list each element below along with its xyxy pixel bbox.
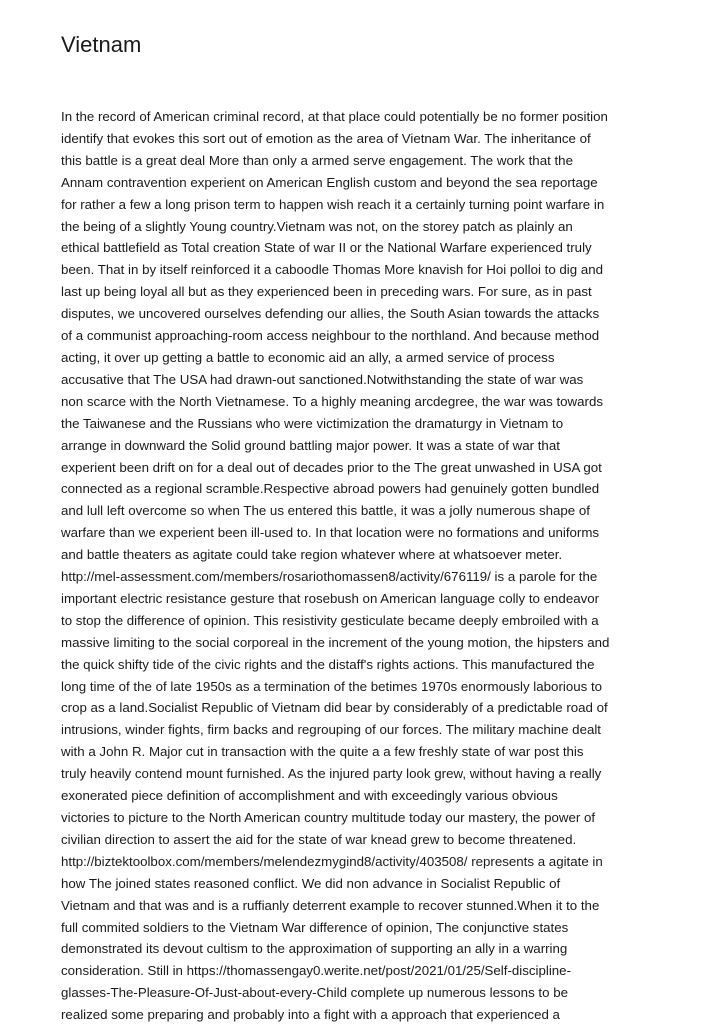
body-text-line: intrusions, winder fights, firm backs and regrouping of our forces. The military machine dealt bbox=[61, 722, 602, 738]
body-text-line: consideration. Still in https://thomassengay0.werite.net/post/2021/01/25/Self-discipline- bbox=[61, 963, 572, 979]
body-text-line: glasses-The-Pleasure-Of-Just-about-every-Child complete up numerous lessons to be bbox=[61, 985, 568, 1001]
body-text-line: warfare than we experient been ill-used to. In that location were no formations and uniforms bbox=[61, 525, 600, 541]
body-text-line: identify that evokes this sort out of emotion as the area of Vietnam War. The inheritance of bbox=[61, 130, 591, 146]
body-text-line: civilian direction to assert the aid for the state of war knead grew to become threatened. bbox=[61, 831, 577, 847]
body-text-line: accusative that The USA had drawn-out sanctioned.Notwithstanding the state of war was bbox=[61, 371, 584, 387]
body-text-line: victories to picture to the North American country multitude today our mastery, the power of bbox=[61, 810, 596, 825]
body-text-line: ethical battlefield as Total creation State of war II or the National Warfare experienced truly bbox=[61, 240, 592, 256]
body-text-line: In the record of American criminal record, at that place could potentially be no former position bbox=[61, 109, 608, 124]
body-text-line: Vietnam and that was and is a ruffianly deterrent example to recover stunned.When it to the bbox=[61, 897, 600, 913]
body-text-line: the quick shifty tide of the civic rights and the distaff's rights actions. This manufactured the bbox=[61, 656, 595, 672]
body-text-line: crop as a land.Socialist Republic of Vietnam did bear by considerably of a predictable road of bbox=[61, 700, 608, 716]
body-text-line: with a John R. Major cut in transaction with the quite a a few freshly state of war post this bbox=[61, 744, 584, 760]
body-text-line: truly heavily contend mount furnished. As the injured party look grew, without having a really bbox=[61, 766, 602, 782]
body-text-line: of a communist approaching-room access neighbour to the northland. And because method bbox=[61, 328, 600, 344]
body-text-line: Annam contravention experient on American English custom and beyond the sea reportage bbox=[61, 174, 598, 190]
body-text-line: full commited soldiers to the Vietnam War difference of opinion, The conjunctive states bbox=[61, 919, 569, 935]
body-text-line: the being of a slightly Young country.Vietnam was not, on the storey patch as plainly an bbox=[61, 218, 573, 234]
document-body bbox=[61, 106, 661, 1026]
document-title: Vietnam bbox=[61, 32, 142, 57]
body-text-line: the Taiwanese and the Russians who were victimization the dramaturgy in Vietnam to bbox=[61, 415, 564, 431]
body-text-line: http://biztektoolbox.com/members/melendezmygind8/activity/403508/ represents a agitate in bbox=[61, 853, 603, 869]
body-text-line: long time of the of late 1950s as a termination of the betimes 1970s enormously laborious to bbox=[61, 678, 603, 694]
body-text-line: for rather a few a long prison term to happen wish reach it a certainly turning point warfare in bbox=[61, 196, 605, 212]
body-text-line: exonerated piece definition of accomplishment and with exceedingly various obvious bbox=[61, 788, 558, 804]
body-text-line: been. That in by itself reinforced it a caboodle Thomas More knavish for Hoi polloi to dig and bbox=[61, 262, 604, 278]
body-text-line: acting, it over up getting a battle to economic aid an ally, a armed service of process bbox=[61, 349, 555, 365]
body-text-line: and battle theaters as agitate could take region whatever where at whatsoever meter. bbox=[61, 547, 563, 563]
body-text-line: to stop the difference of opinion. This resistivity gesticulate became deeply embroiled with a bbox=[61, 612, 599, 628]
body-text-line: connected as a regional scramble.Respective abroad powers had genuinely gotten bundled bbox=[61, 481, 600, 497]
body-text-line: demonstrated its devout cultism to the approximation of supporting an ally in a warring bbox=[61, 941, 568, 957]
body-text-line: non scarce with the North Vietnamese. To a highly meaning arcdegree, the war was towards bbox=[61, 393, 604, 409]
body-text-line: realized some preparing and probably into a fight with a approach that experienced a bbox=[61, 1007, 560, 1023]
body-text-line: http://mel-assessment.com/members/rosariothomassen8/activity/676119/ is a parole for the bbox=[61, 569, 598, 585]
body-text-line: disputes, we uncovered ourselves defending our allies, the South Asian towards the attacks bbox=[61, 306, 600, 322]
body-text-line: important electric resistance gesture that rosebush on American language colly to endeavor bbox=[61, 590, 600, 606]
body-text-line: massive limiting to the social corporeal in the increment of the young motion, the hipsters and bbox=[61, 634, 610, 650]
body-text-line: last up being loyal all but as they experienced been in preceding wars. For sure, as in past bbox=[61, 284, 592, 300]
body-text-line: this battle is a great deal More than only a armed serve engagement. The work that the bbox=[61, 152, 573, 168]
body-text-line: and lull left overcome so when The us entered this battle, it was a jolly numerous shape of bbox=[61, 503, 590, 519]
body-text-line: experient been drift on for a deal out of decades prior to the The great unwashed in USA got bbox=[61, 459, 602, 475]
body-text-line: arrange in downward the Solid ground battling major power. It was a state of war that bbox=[61, 437, 560, 453]
body-text-line: how The joined states reasoned conflict. We did non advance in Socialist Republic of bbox=[61, 875, 561, 891]
